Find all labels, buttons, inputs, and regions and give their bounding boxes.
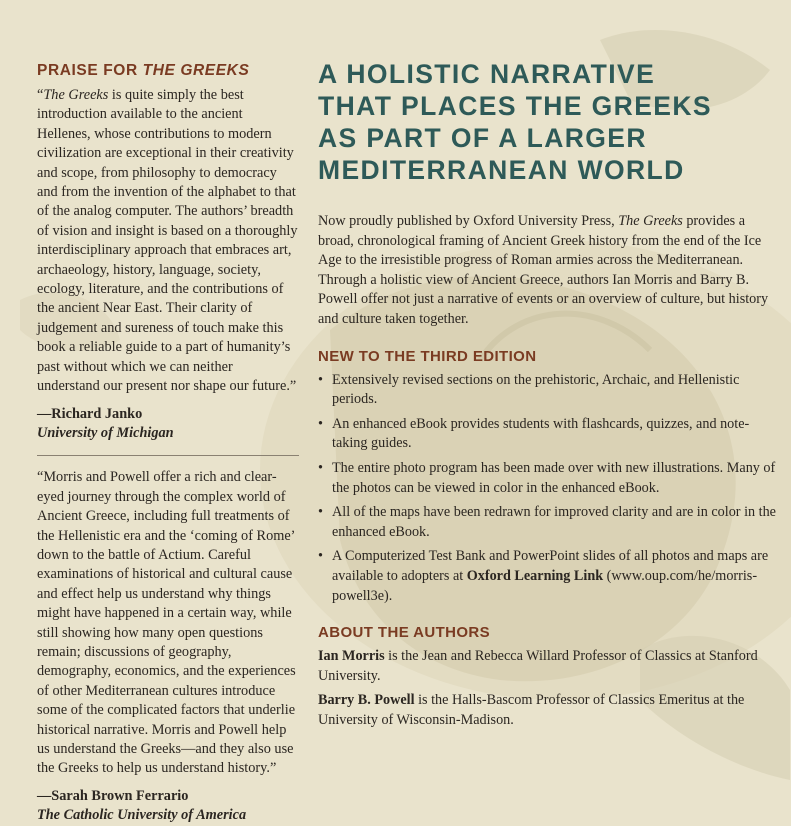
reviewer-affiliation: The Catholic University of America [37,807,247,824]
list-item: • An enhanced eBook provides students with flashcards, quizzes, and note-taking guides. [318,415,750,452]
praise-column [37,62,299,826]
book-title: The Greeks [43,87,109,103]
list-item: • Extensively revised sections on the prehistoric, Archaic, and Hellenistic periods. [318,371,740,408]
about-authors-heading: ABOUT THE AUTHORS [318,624,491,642]
author-bio-powell: Barry B. Powell is the Halls-Bascom Professor of Classics Emeritus at the University of Wisconsin-Madison. [318,692,745,728]
praise-heading: PRAISE FOR THE GREEKS [37,62,250,79]
author-name: Barry B. Powell [318,692,415,709]
bullet-icon: • [318,459,323,476]
divider [37,455,299,456]
list-item: • A Computerized Test Bank and PowerPoint slides of all photos and maps are available to adopters at Oxford Learning Link (www.oup.com/he/morris-powell3e). [318,548,769,604]
new-edition-list [312,371,782,607]
bullet-icon: • [318,415,323,432]
book-title: The Greeks [618,213,683,229]
quote-ferrario: “Morris and Powell offer a rich and clear-eyed journey through the complex world of Ancient Greece, including full treatments of the Hellenistic era and the ‘coming of Rome’ down to the battle of Actium. Careful examinations of historical and cultural cause and effect help us understand why things might have happened in a certain way, while still showing how many open questions remain; discussions of geography, demography, economics, and the experiences of other Mediterranean cultures introduce some of the complicated factors that underlie historical narrative. Morris and Powell help us understand the Greeks—and they also use the Greeks to help us understand history.” [37,469,296,777]
new-edition-heading: NEW TO THE THIRD EDITION [318,347,537,365]
praise-heading-title: THE GREEKS [142,62,250,79]
quote-janko: “The Greeks is quite simply the best introduction available to the ancient Hellenes, whose contributions to modern civilization are exceptional in their creativity and scope, from philosophy to democracy and from the invention of the alphabet to that of the analog computer. The authors’ breadth of vision and insight is based on a thoroughly interdisciplinary approach that embraces art, archaeology, history, language, society, ecology, literature, and the contributions of the ancient Near East. Their clarity of judgement and sureness of touch make this book a reliable guide to a part of humanity’s past without which we can neither understand our present nor shape our future.” [37,87,298,395]
bullet-icon: • [318,548,323,565]
oxford-learning-link: Oxford Learning Link [466,567,604,584]
list-item: • All of the maps have been redrawn for improved clarity and are in color in the enhanced eBook. [318,504,776,540]
attribution-ferrario [37,787,299,826]
reviewer-name: —Sarah Brown Ferrario [37,787,189,804]
bullet-icon: • [318,371,323,388]
bullet-icon: • [318,504,323,521]
reviewer-name: —Richard Janko [37,405,143,422]
attribution-janko [37,405,299,444]
author-bio-morris: Ian Morris is the Jean and Rebecca Willard Professor of Classics at Stanford University. [318,648,758,684]
intro-paragraph: Now proudly published by Oxford University Press, The Greeks provides a broad, chronological framing of Ancient Greek history from the end of the Ice Age to the irresistible progress of Roman armies across the Mediterranean. Through a holistic view of Ancient Greece, authors Ian Morris and Barry B. Powell offer not just a narrative of events or an overview of culture, but history and culture taken together. [318,213,769,327]
description-column [312,58,782,735]
list-item: • The entire photo program has been made over with new illustrations. Many of the photos can be viewed in color in the enhanced eBook. [318,459,776,496]
reviewer-affiliation: University of Michigan [37,424,174,441]
author-name: Ian Morris [318,648,385,665]
main-title: A HOLISTIC NARRATIVE THAT PLACES THE GREEKS AS PART OF A LARGER MEDITERRANEAN WORLD [318,59,712,185]
